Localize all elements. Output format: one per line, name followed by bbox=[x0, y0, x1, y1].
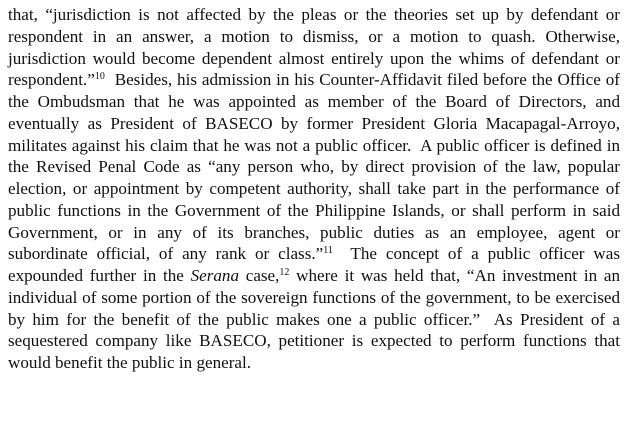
text-segment: Besides, his admission in his Counter-Affidavit filed before the Office of the Ombudsman that he was appointed as member of the Board of Directors, and eventually as President of BASECO by former President Gloria Macapagal-Arroyo, militates against his claim that he was not a public officer. A public officer is defined in the Revised Penal Code as “any person who, by direct provision of the law, popular election, or appointment by competent authority, shall take part in the performance of public functions in the Government of the Philippine Islands, or shall perform in said Government, or in any of its branches, public duties as an employee, agent or subordinate official, of any rank or class.” bbox=[8, 70, 620, 264]
footnote-ref-12: 12 bbox=[279, 267, 290, 278]
text-segment: that, “jurisdiction is not affected by the pleas or the theories set up by defendant or respondent in an answer, a motion to dismiss, or a motion to quash. Otherwise, jurisdiction would become dependent almost entirely upon the whims of defendant or respondent.” bbox=[8, 5, 620, 90]
text-segment: The concept of a public officer was expounded further in the bbox=[8, 244, 620, 285]
body-paragraph bbox=[8, 4, 620, 374]
text-segment: where it was held that, “An investment in an individual of some portion of the sovereign functions of the government, to be exercised by him for the benefit of the public makes one a public officer.” As President of a sequestered company like BASECO, petitioner is expected to perform functions that would benefit the public in general. bbox=[8, 266, 620, 372]
case-name-italic: Serana bbox=[190, 266, 240, 285]
footnote-ref-10: 10 bbox=[94, 71, 105, 83]
text-segment: case, bbox=[239, 266, 280, 285]
footnote-ref-11: 11 bbox=[323, 245, 333, 257]
